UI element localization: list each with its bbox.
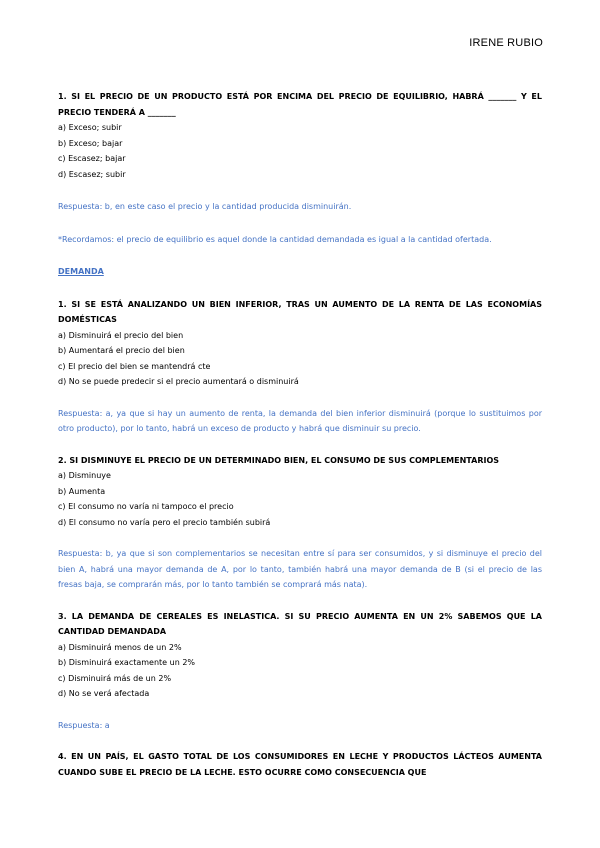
- document-body: [58, 89, 542, 780]
- option-b: b) Aumenta: [58, 486, 106, 496]
- question-text: 4. EN UN PAÍS, EL GASTO TOTAL DE LOS CONSUMIDORES EN LECHE Y PRODUCTOS LÁCTEOS AUMENTA CUANDO SUBE EL PRECIO DE LA LECHE. ESTO OCURRE COMO CONSECUENCIA QUE: [58, 752, 542, 777]
- option-a: a) Exceso; subir: [58, 123, 122, 132]
- question-text: 2. SI DISMINUYE EL PRECIO DE UN DETERMINADO BIEN, EL CONSUMO DE SUS COMPLEMENTARIOS: [58, 455, 500, 465]
- option-a: a) Disminuirá el precio del bien: [58, 330, 184, 340]
- option-d: d) Escasez; subir: [58, 169, 126, 179]
- option-c: c) El consumo no varía ni tampoco el precio: [58, 502, 234, 511]
- option-c: c) El precio del bien se mantendrá cte: [58, 361, 211, 371]
- note-text: *Recordamos: el precio de equilibrio es aquel donde la cantidad demandada es igual a la cantidad ofertada.: [58, 234, 492, 244]
- answer-text: Respuesta: a, ya que si hay un aumento de renta, la demanda del bien inferior disminuirá (porque lo sustituimos por otro producto), por lo tanto, habrá un exceso de producto y habrá que disminuir su precio.: [58, 408, 542, 433]
- option-c: c) Disminuirá más de un 2%: [58, 673, 172, 683]
- question-text: 1. SI EL PRECIO DE UN PRODUCTO ESTÁ POR ENCIMA DEL PRECIO DE EQUILIBRIO, HABRÁ _______ Y EL PRECIO TENDERÁ A _______: [58, 92, 542, 117]
- option-d: d) No se verá afectada: [58, 689, 150, 698]
- option-b: b) Disminuirá exactamente un 2%: [58, 658, 196, 667]
- answer-text: Respuesta: b, ya que si son complementarios se necesitan entre sí para ser consumidos, y si disminuye el precio del bien A, habrá una mayor demanda de A, por lo tanto, también habrá una mayor demanda de B (si el precio de las fresas baja, se comprarán más, por lo tanto también se comprará más nata).: [58, 549, 542, 589]
- author-header: IRENE RUBIO: [469, 37, 543, 49]
- option-d: d) No se puede predecir si el precio aumentará o disminuirá: [58, 377, 299, 386]
- option-c: c) Escasez; bajar: [58, 154, 126, 163]
- question-text: 3. LA DEMANDA DE CEREALES ES INELASTICA. SI SU PRECIO AUMENTA EN UN 2% SABEMOS QUE LA CANTIDAD DEMANDADA: [58, 611, 542, 636]
- answer-text: Respuesta: a: [58, 720, 110, 730]
- option-a: a) Disminuirá menos de un 2%: [58, 642, 182, 652]
- option-a: a) Disminuye: [58, 471, 111, 480]
- option-b: b) Aumentará el precio del bien: [58, 346, 185, 355]
- section-title: DEMANDA: [58, 267, 104, 276]
- option-d: d) El consumo no varía pero el precio también subirá: [58, 517, 271, 527]
- option-b: b) Exceso; bajar: [58, 138, 123, 148]
- question-text: 1. SI SE ESTÁ ANALIZANDO UN BIEN INFERIOR, TRAS UN AUMENTO DE LA RENTA DE LAS ECONOMÍAS DOMÉSTICAS: [58, 299, 542, 324]
- answer-text: Respuesta: b, en este caso el precio y la cantidad producida disminuirán.: [58, 202, 352, 211]
